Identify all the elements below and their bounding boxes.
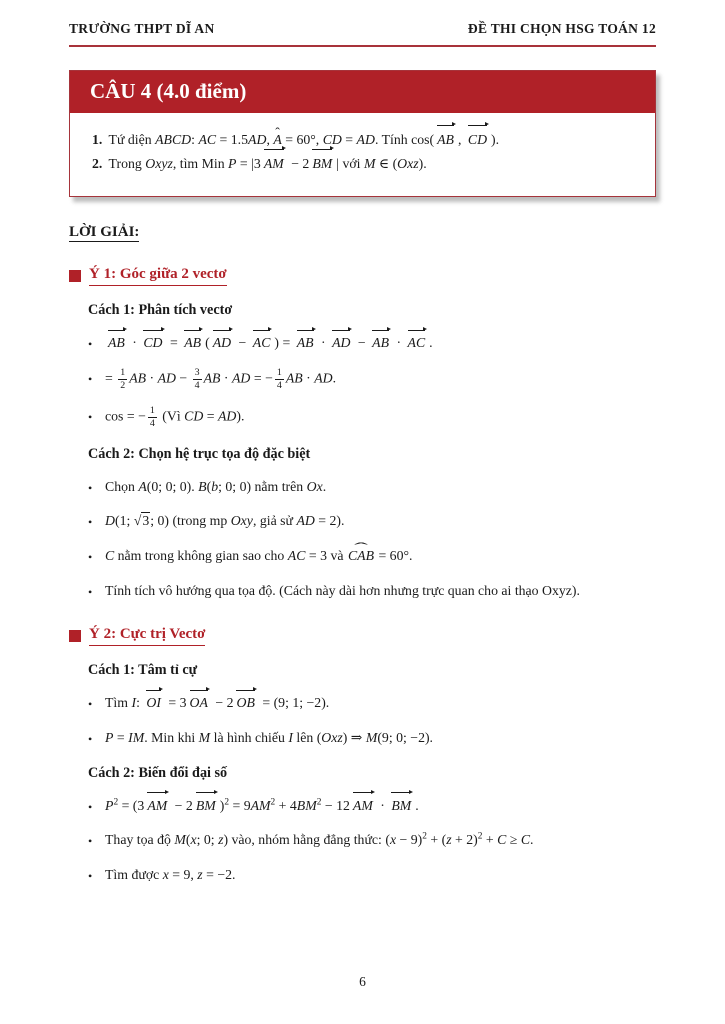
section-title-row — [69, 626, 656, 646]
bullet-text: C nằm trong không gian sao cho AC = 3 và ˆ CAB = 60°. — [105, 546, 656, 567]
bullet-text: AB · CD = AB ( AD − AC ) = AB · AD − AB · AC . — [105, 333, 656, 354]
bullet-item — [88, 865, 656, 886]
method-title: Cách 1: Tâm tỉ cự — [88, 662, 198, 679]
section-title-row — [69, 266, 656, 286]
bullet-dot-icon: • — [88, 799, 93, 814]
section-title: Ý 1: Góc giữa 2 vectơ — [89, 266, 227, 286]
header-exam-title: ĐỀ THI CHỌN HSG TOÁN 12 — [467, 21, 656, 36]
section-title: Ý 2: Cực trị Vectơ — [89, 626, 205, 646]
header-rule — [69, 45, 656, 47]
solution-content — [69, 266, 656, 886]
bullet-text: Tìm I: OI = 3 OA − 2 OB = (9; 1; −2). — [105, 693, 656, 714]
bullet-item — [88, 511, 656, 532]
bullet-item — [88, 333, 656, 354]
bullet-list — [88, 477, 656, 602]
bullet-item — [88, 830, 656, 851]
solution-section — [69, 266, 656, 601]
bullet-text: P = IM. Min khi M là hình chiếu I lên (Oxz) ⇒ M(9; 0; −2). — [105, 730, 434, 746]
solution-section — [69, 626, 656, 885]
bullet-dot-icon: • — [88, 550, 93, 565]
question-item: 2. Trong Oxyz, tìm Min P = |3 AM − 2 BM | với M ∈ (Oxz). — [92, 152, 633, 176]
page-number: 6 — [359, 974, 366, 989]
red-square-bullet-icon — [69, 630, 81, 642]
question-box-title: CÂU 4 (4.0 điểm) — [70, 71, 655, 113]
question-item: 1. Tứ diện ABCD: AC = 1.5AD, ˆ A = 60°, CD = AD. Tính cos( AB , CD ). — [92, 128, 633, 152]
bullet-item — [88, 477, 656, 498]
bullet-dot-icon: • — [88, 869, 93, 884]
bullet-list — [88, 796, 656, 886]
method-title: Cách 1: Phân tích vectơ — [88, 302, 233, 319]
bullet-dot-icon: • — [88, 515, 93, 530]
bullet-item — [88, 406, 656, 430]
solution-heading-text: LỜI GIẢI: — [69, 224, 140, 241]
bullet-dot-icon: • — [88, 732, 93, 747]
bullet-list — [88, 693, 656, 748]
bullet-item — [88, 728, 656, 749]
bullet-dot-icon: • — [88, 480, 93, 495]
bullet-dot-icon: • — [88, 834, 93, 849]
bullet-dot-icon: • — [88, 584, 93, 599]
bullet-text: cos = − $\frac{1}{4}$ (Vì CD = AD). — [105, 404, 245, 429]
bullet-item — [88, 581, 656, 602]
bullet-text: Thay tọa độ M(x; 0; z) vào, nhóm hằng đẳng thức: $(x - 9)^2 + (z + 2)^2 + C \ge C$. — [105, 831, 534, 848]
bullet-item — [88, 368, 656, 392]
solution-heading — [69, 224, 656, 241]
red-square-bullet-icon — [69, 270, 81, 282]
bullet-text: Tính tích vô hướng qua tọa độ. (Cách này dài hơn nhưng trực quan cho ai thạo Oxyz). — [105, 582, 580, 598]
bullet-item — [88, 796, 656, 817]
method-title: Cách 2: Chọn hệ trục tọa độ đặc biệt — [88, 445, 311, 462]
bullet-item — [88, 693, 656, 714]
bullet-text: Tìm được x = 9, z = −2. — [105, 867, 236, 883]
bullet-text: D(1; √3; 0) (trong mp Oxy, giả sử AD = 2). — [105, 513, 345, 529]
bullet-dot-icon: • — [88, 337, 93, 352]
page-header — [0, 0, 725, 37]
question-box — [69, 70, 656, 197]
bullet-text: = $\frac{1}{2}$ AB · AD − $\frac{3}{4}$ AB · AD = − $\frac{1}{4}$ AB · AD. — [105, 366, 337, 391]
bullet-text: $P^2 = (3$ AM − 2 BM )$^2 = 9AM^2 + 4BM^2 - 12$ AM · BM . — [105, 796, 656, 817]
bullet-item — [88, 546, 656, 567]
bullet-text: Chọn A(0; 0; 0). B(b; 0; 0) nằm trên Ox. — [105, 478, 327, 494]
method-title: Cách 2: Biến đổi đại số — [88, 764, 228, 781]
header-school: TRƯỜNG THPT DĨ AN — [69, 21, 215, 36]
question-box-body — [70, 113, 655, 196]
bullet-dot-icon: • — [88, 409, 93, 424]
bullet-dot-icon: • — [88, 371, 93, 386]
bullet-dot-icon: • — [88, 697, 93, 712]
bullet-list — [88, 333, 656, 429]
